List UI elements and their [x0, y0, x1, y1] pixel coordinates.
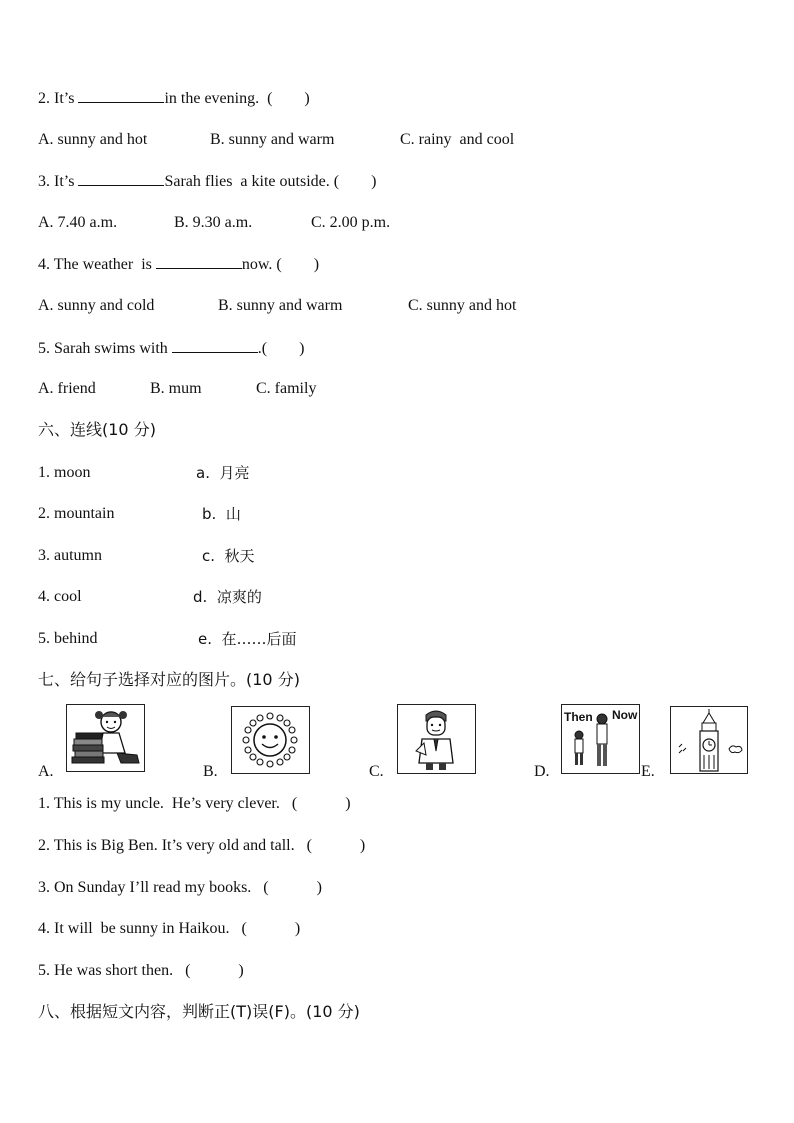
- question-4: 4. The weather is now. ( ): [38, 256, 320, 273]
- answer-blank[interactable]: [78, 171, 164, 186]
- match-right-b[interactable]: b. 山: [202, 505, 241, 523]
- section-6-title: 六、连线(10 分): [38, 420, 156, 439]
- sentence-2: 2. This is Big Ben. It’s very old and tall. ( ): [38, 837, 366, 854]
- picture-label-c: C.: [369, 763, 384, 780]
- option-c[interactable]: C. sunny and hot: [408, 297, 517, 314]
- match-left-1[interactable]: 1. moon: [38, 464, 91, 481]
- picture-big-ben[interactable]: [670, 706, 748, 774]
- option-a[interactable]: A. 7.40 a.m.: [38, 214, 118, 231]
- question-3: 3. It’s Sarah flies a kite outside. ( ): [38, 173, 377, 190]
- now-label: Now: [612, 708, 638, 722]
- section-7-title: 七、给句子选择对应的图片。(10 分): [38, 670, 300, 689]
- match-left-3[interactable]: 3. autumn: [38, 547, 102, 564]
- match-left-4[interactable]: 4. cool: [38, 588, 82, 605]
- option-a[interactable]: A. sunny and cold: [38, 297, 155, 314]
- picture-uncle[interactable]: [397, 704, 476, 774]
- option-c[interactable]: C. family: [256, 380, 317, 397]
- answer-blank[interactable]: [156, 254, 242, 269]
- sentence-4: 4. It will be sunny in Haikou. ( ): [38, 920, 301, 937]
- sentence-5: 5. He was short then. ( ): [38, 962, 244, 979]
- sentence-1: 1. This is my uncle. He’s very clever. ( ): [38, 795, 351, 812]
- option-c[interactable]: C. rainy and cool: [400, 131, 515, 148]
- option-a[interactable]: A. sunny and hot: [38, 131, 148, 148]
- match-right-c[interactable]: c. 秋天: [202, 547, 255, 565]
- answer-blank[interactable]: [172, 338, 258, 353]
- picture-label-d: D.: [534, 763, 550, 780]
- sentence-3: 3. On Sunday I’ll read my books. ( ): [38, 879, 322, 896]
- answer-blank[interactable]: [78, 88, 164, 103]
- match-left-2[interactable]: 2. mountain: [38, 505, 115, 522]
- section-8-title: 八、根据短文内容，判断正(T)误(F)。(10 分): [38, 1002, 360, 1021]
- option-b[interactable]: B. 9.30 a.m.: [174, 214, 253, 231]
- picture-label-e: E.: [641, 763, 655, 780]
- option-b[interactable]: B. sunny and warm: [210, 131, 335, 148]
- option-b[interactable]: B. sunny and warm: [218, 297, 343, 314]
- then-label: Then: [564, 710, 593, 724]
- question-2: 2. It’s in the evening. ( ): [38, 90, 310, 107]
- match-right-a[interactable]: a. 月亮: [196, 464, 250, 482]
- match-left-5[interactable]: 5. behind: [38, 630, 98, 647]
- option-b[interactable]: B. mum: [150, 380, 202, 397]
- picture-sun[interactable]: [231, 706, 310, 774]
- option-c[interactable]: C. 2.00 p.m.: [311, 214, 391, 231]
- match-right-d[interactable]: d. 凉爽的: [193, 588, 262, 606]
- option-a[interactable]: A. friend: [38, 380, 96, 397]
- match-right-e[interactable]: e. 在……后面: [198, 630, 297, 648]
- picture-girl-reading[interactable]: [66, 704, 145, 772]
- question-5: 5. Sarah swims with .( ): [38, 340, 305, 357]
- picture-label-b: B.: [203, 763, 218, 780]
- picture-then-now[interactable]: [561, 704, 640, 774]
- picture-label-a: A.: [38, 763, 54, 780]
